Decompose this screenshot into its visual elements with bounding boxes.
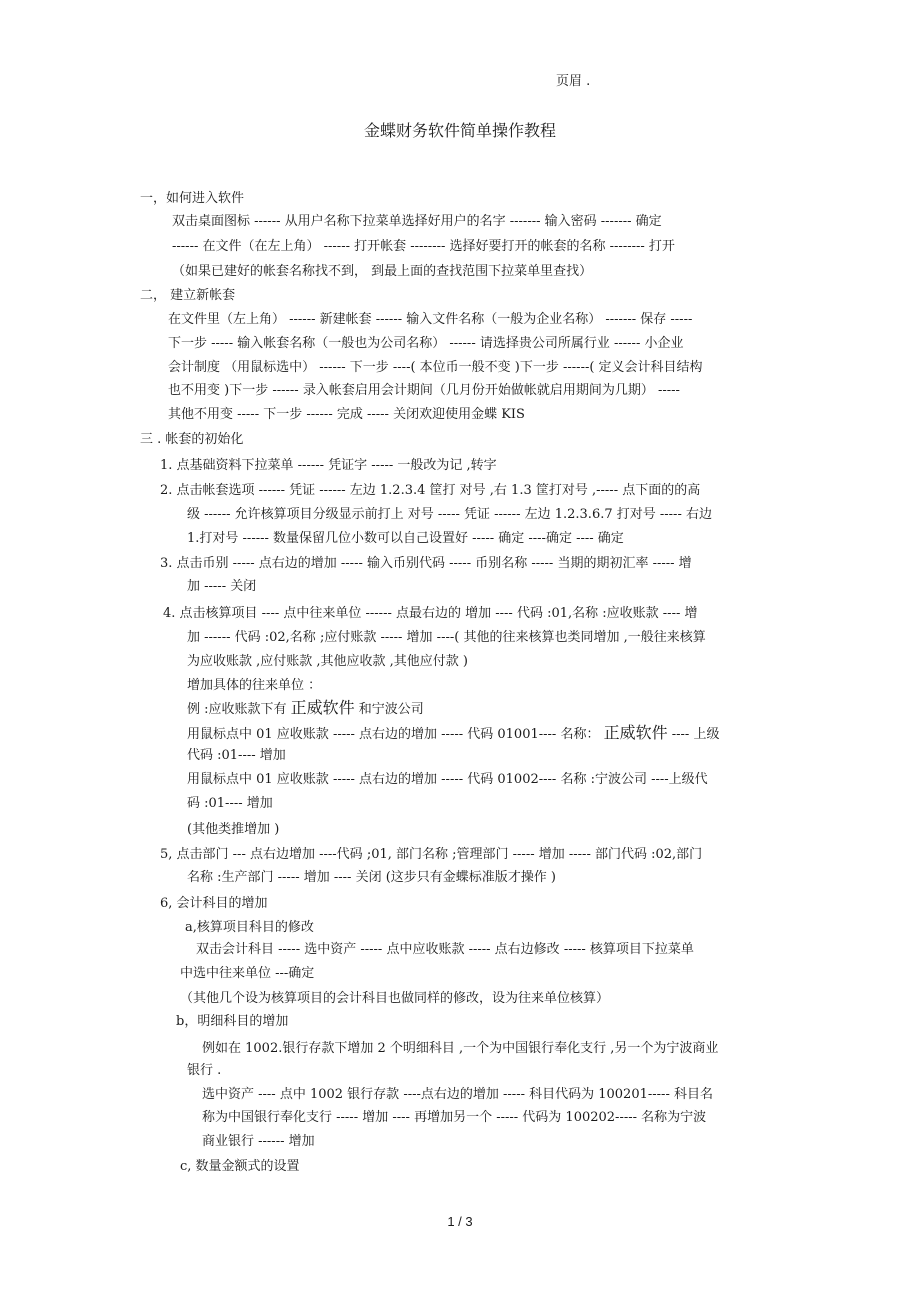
text-line-content: 1.打对号 ------ 数量保留几位小数可以自己设置好 ----- 确定 ----确定 ---- 确定	[187, 531, 624, 546]
text-line	[168, 312, 692, 328]
text-line	[168, 360, 703, 376]
text-line-content: 中选中往来单位 ---确定	[180, 966, 315, 981]
text-line	[202, 1041, 718, 1057]
text-line	[160, 556, 692, 572]
text-line-content: 也不用变 )下一步 ------ 录入帐套启用会计期间（几月份开始做帐就启用期间为几期） -----	[168, 383, 680, 398]
emphasized-company-name: 正威软件	[603, 723, 668, 742]
text-line-content: 用鼠标点中 01 应收账款 ----- 点右边的增加 ----- 代码 01002---- 名称 :宁波公司 ----上级代	[187, 772, 708, 787]
text-line	[187, 654, 468, 670]
text-line-content: 称为中国银行奉化支行 ----- 增加 ---- 再增加另一个 ----- 代码为 100202----- 名称为宁波	[202, 1110, 707, 1125]
text-line-content: （其他几个设为核算项目的会计科目也做同样的修改，设为往来单位核算）	[180, 991, 610, 1006]
text-line-content: 5, 点击部门 --- 点右边增加 ----代码 ;01, 部门名称 ;管理部门 ----- 增加 ----- 部门代码 :02,部门	[160, 847, 703, 862]
page-header: 页眉 .	[556, 74, 591, 89]
text-line-content: a,核算项目科目的修改	[185, 920, 314, 935]
text-line-content: 用鼠标点中 01 应收账款 ----- 点右边的增加 ----- 代码 01001---- 名称：	[187, 727, 604, 742]
text-line	[202, 1134, 315, 1150]
text-line-content: 下一步 ----- 输入帐套名称（一般也为公司名称） ------ 请选择贵公司所属行业 ------ 小企业	[168, 336, 684, 351]
text-line	[160, 896, 268, 912]
text-line	[172, 264, 592, 280]
text-line-content: c, 数量金额式的设置	[180, 1159, 300, 1174]
text-line	[187, 630, 706, 646]
text-line	[172, 239, 675, 255]
text-line-content: 码 :01---- 增加	[187, 796, 273, 811]
emphasized-company-name: 正威软件	[290, 698, 355, 717]
text-line	[168, 383, 680, 399]
text-line-content: 1. 点基础资料下拉菜单 ------ 凭证字 ----- 一般改为记 ,转字	[160, 458, 497, 473]
text-line	[187, 579, 256, 595]
text-line	[187, 1063, 221, 1079]
text-line-content: 加 ------ 代码 :02,名称 ;应付账款 ----- 增加 ----( 其他的往来核算也类同增加 ,一般往来核算	[187, 630, 706, 645]
text-line	[185, 920, 314, 936]
text-line-content: 名称 :生产部门 ----- 增加 ---- 关闭 (这步只有金蝶标准版才操作 )	[187, 870, 556, 885]
text-line-content: （如果已建好的帐套名称找不到， 到最上面的查找范围下拉菜单里查找）	[172, 264, 593, 279]
text-line	[163, 606, 698, 622]
text-line-content: 双击桌面图标 ------ 从用户名称下拉菜单选择好用户的名字 ------- 输入密码 ------- 确定	[172, 214, 662, 229]
text-line	[160, 483, 700, 499]
text-line-content: 3. 点击币别 ----- 点右边的增加 ----- 输入币别代码 ----- 币别名称 ----- 当期的期初汇率 ----- 增	[160, 556, 692, 571]
text-line-content: 会计制度 （用鼠标选中） ------ 下一步 ----( 本位币一般不变 )下一步 ------( 定义会计科目结构	[168, 360, 703, 375]
text-line-content: 加 ----- 关闭	[187, 579, 257, 594]
text-line	[187, 700, 424, 718]
text-line	[140, 288, 235, 304]
text-line-content: 例 :应收账款下有	[187, 702, 291, 717]
text-line	[187, 822, 279, 838]
text-line	[172, 214, 662, 230]
text-line-content: 二， 建立新帐套	[140, 288, 236, 303]
text-line-content: 三 . 帐套的初始化	[140, 432, 244, 447]
text-line-tail: ---- 上级	[667, 727, 720, 742]
text-line	[187, 772, 708, 788]
text-line-content: 代码 :01---- 增加	[187, 748, 286, 763]
text-line	[202, 1087, 713, 1103]
text-line-content: 双击会计科目 ----- 选中资产 ----- 点中应收账款 ----- 点右边修改 ----- 核算项目下拉菜单	[196, 942, 694, 957]
text-line	[196, 942, 694, 958]
text-line	[168, 336, 683, 352]
text-line	[160, 847, 702, 863]
text-line	[187, 748, 286, 764]
text-line-content: 级 ------ 允许核算项目分级显示前打上 对号 ----- 凭证 ------ 左边 1.2.3.6.7 打对号 ----- 右边	[187, 507, 712, 522]
document-title: 金蝶财务软件简单操作教程	[363, 121, 556, 140]
text-line-content: 4. 点击核算项目 ---- 点中往来单位 ------ 点最右边的 增加 ---- 代码 :01,名称 :应收账款 ---- 增	[163, 606, 698, 621]
text-line	[180, 1159, 300, 1175]
text-line-content: 银行 .	[187, 1063, 222, 1078]
text-line-content: 一，如何进入软件	[140, 191, 245, 206]
text-line-tail: 和宁波公司	[354, 702, 424, 717]
text-line-content: b，明细科目的增加	[176, 1014, 289, 1029]
text-line	[140, 191, 244, 207]
text-line	[187, 678, 321, 694]
text-line-content: 增加具体的往来单位 ：	[187, 678, 322, 693]
text-line-content: 商业银行 ------ 增加	[202, 1134, 315, 1149]
text-line-content: 其他不用变 ----- 下一步 ------ 完成 ----- 关闭欢迎使用金蝶 KIS	[168, 407, 525, 422]
text-line	[168, 407, 525, 423]
text-line	[180, 991, 609, 1007]
text-line-content: 为应收账款 ,应付账款 ,其他应收款 ,其他应付款 )	[187, 654, 468, 669]
text-line	[180, 966, 314, 982]
page-number: 1 / 3	[447, 1214, 473, 1229]
text-line-content: 2. 点击帐套选项 ------ 凭证 ------ 左边 1.2.3.4 筐打 对号 ,右 1.3 筐打对号 ,----- 点下面的的高	[160, 483, 701, 498]
text-line	[187, 507, 712, 523]
text-line	[187, 725, 719, 743]
text-line	[160, 458, 497, 474]
text-line-content: 6, 会计科目的增加	[160, 896, 268, 911]
text-line	[140, 432, 243, 448]
text-line-content: ------ 在文件（在左上角） ------ 打开帐套 -------- 选择好要打开的帐套的名称 -------- 打开	[172, 239, 675, 254]
text-line	[187, 531, 624, 547]
text-line-content: 选中资产 ---- 点中 1002 银行存款 ----点右边的增加 ----- 科目代码为 100201----- 科目名	[202, 1087, 713, 1102]
text-line	[187, 870, 556, 886]
text-line	[202, 1110, 706, 1126]
text-line	[187, 796, 273, 812]
text-line	[176, 1014, 288, 1030]
text-line-content: 在文件里（左上角） ------ 新建帐套 ------ 输入文件名称（一般为企业名称） ------- 保存 -----	[168, 312, 693, 327]
text-line-content: 例如在 1002.银行存款下增加 2 个明细科目 ,一个为中国银行奉化支行 ,另一个为宁波商业	[202, 1041, 719, 1056]
text-line-content: (其他类推增加 )	[187, 822, 280, 837]
